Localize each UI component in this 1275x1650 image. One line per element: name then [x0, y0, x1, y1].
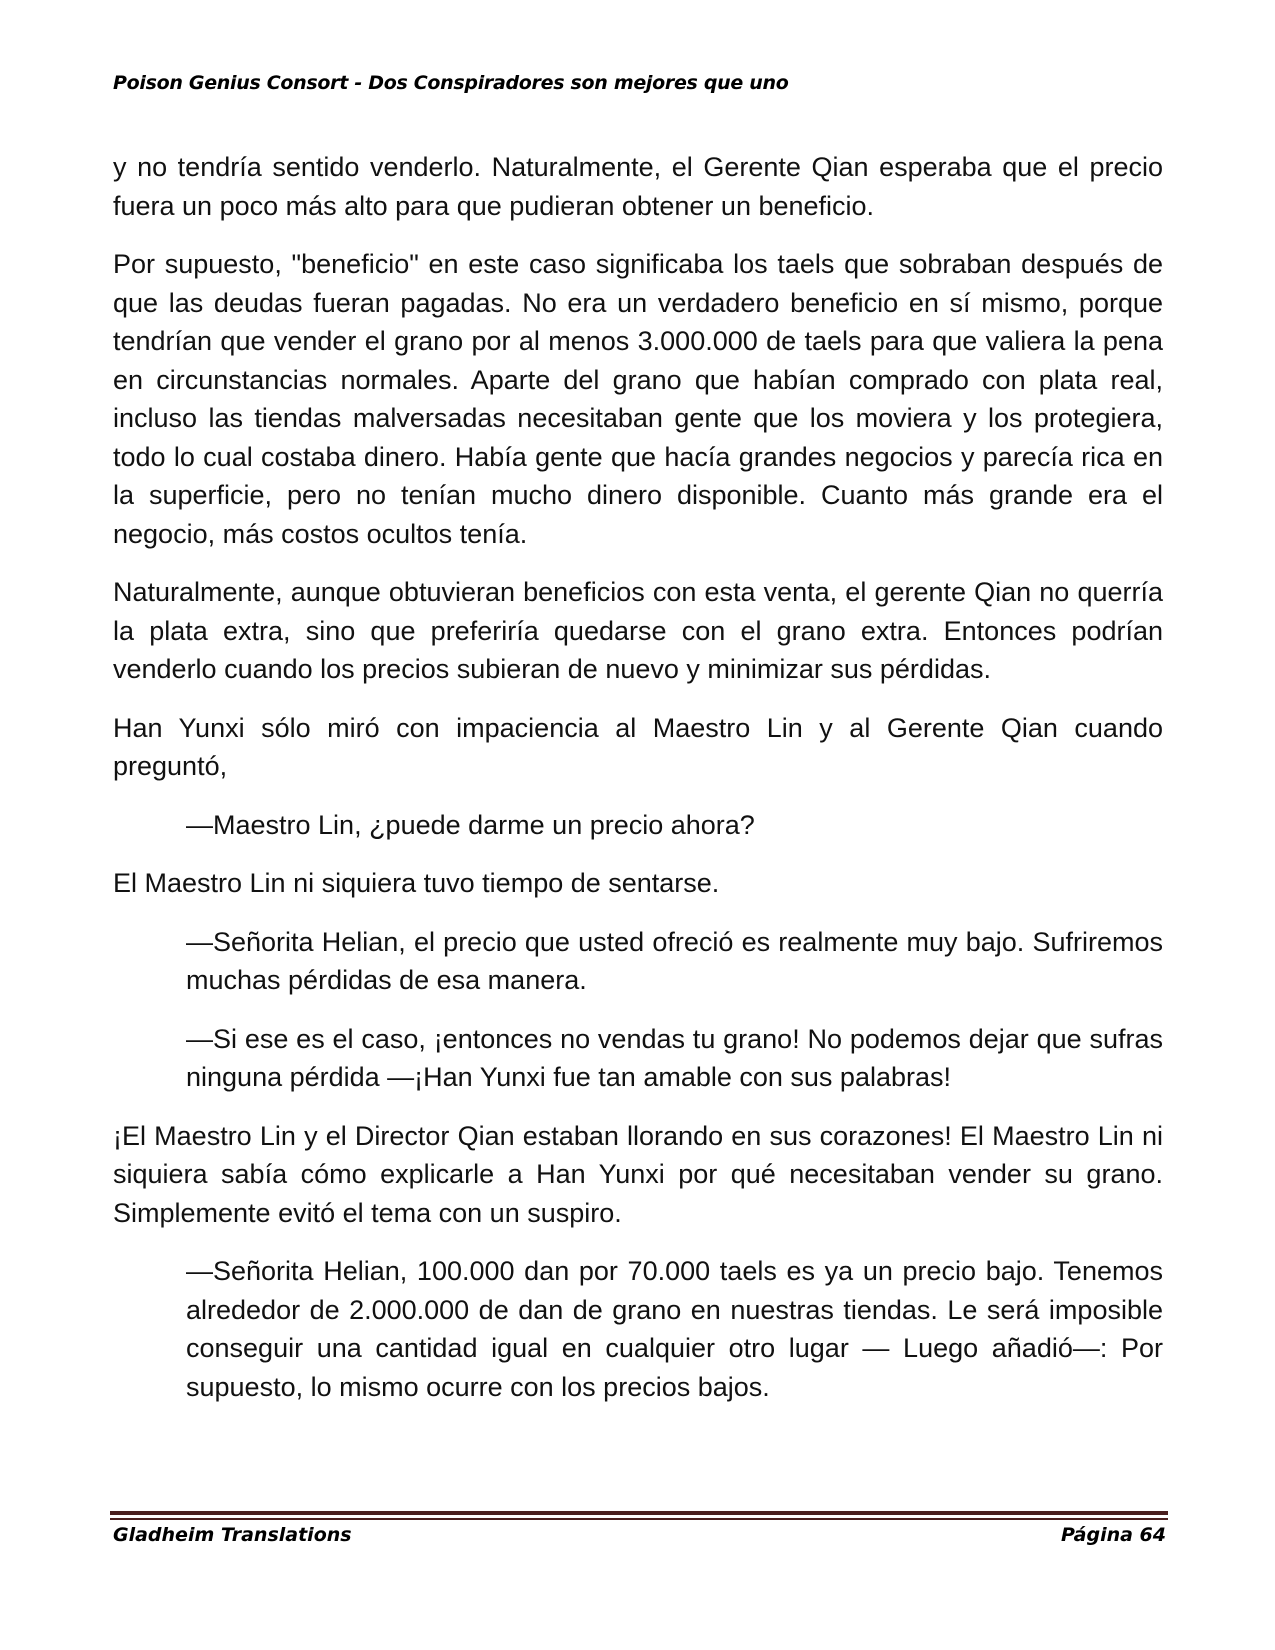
- footer-divider: [110, 1511, 1168, 1515]
- paragraph: y no tendría sentido venderlo. Naturalmente, el Gerente Qian esperaba que el precio fuera un poco más alto para que pudieran obtener un beneficio.: [113, 152, 1163, 221]
- paragraph: ¡El Maestro Lin y el Director Qian estaban llorando en sus corazones! El Maestro Lin ni siquiera sabía cómo explicarle a Han Yunxi por qué necesitaban vender su grano. Simplemente evitó el tema con un suspiro.: [113, 1120, 1163, 1228]
- page-header-title: Poison Genius Consort - Dos Conspiradores son mejores que uno: [113, 72, 789, 94]
- dialogue-paragraph: —Señorita Helian, 100.000 dan por 70.000 taels es ya un precio bajo. Tenemos alrededor de 2.000.000 de dan de grano en nuestras tiendas. Le será imposible conseguir una cantidad igual en cualquier otro lugar — Luego añadió—: Por supuesto, lo mismo ocurre con los precios bajos.: [186, 1256, 1163, 1402]
- dialogue-paragraph: —Maestro Lin, ¿puede darme un precio ahora?: [186, 809, 755, 840]
- footer-page-number: Página 64: [1060, 1524, 1166, 1546]
- dialogue-paragraph: —Si ese es el caso, ¡entonces no vendas tu grano! No podemos dejar que sufras ninguna pérdida —¡Han Yunxi fue tan amable con sus palabras!: [186, 1023, 1163, 1092]
- paragraph: Naturalmente, aunque obtuvieran beneficios con esta venta, el gerente Qian no querría la plata extra, sino que preferiría quedarse con el grano extra. Entonces podrían venderlo cuando los precios subieran de nuevo y minimizar sus pérdidas.: [113, 577, 1163, 684]
- body-text: [113, 148, 1163, 1426]
- dialogue-paragraph: —Señorita Helian, el precio que usted ofreció es realmente muy bajo. Sufriremos muchas pérdidas de esa manera.: [186, 926, 1163, 995]
- footer-publisher: Gladheim Translations: [113, 1524, 352, 1546]
- footer-divider-thin: [110, 1518, 1168, 1520]
- paragraph: Han Yunxi sólo miró con impaciencia al Maestro Lin y al Gerente Qian cuando preguntó,: [113, 712, 1163, 781]
- paragraph: Por supuesto, "beneficio" en este caso significaba los taels que sobraban después de que las deudas fueran pagadas. No era un verdadero beneficio en sí mismo, porque tendrían que vender el grano por al menos 3.000.000 de taels para que valiera la pena en circunstancias normales. Aparte del grano que habían comprado con plata real, incluso las tiendas malversadas necesitaban gente que los moviera y los protegiera, todo lo cual costaba dinero. Había gente que hacía grandes negocios y parecía rica en la superficie, pero no tenían mucho dinero disponible. Cuanto más grande era el negocio, más costos ocultos tenía.: [113, 249, 1163, 549]
- paragraph: El Maestro Lin ni siquiera tuvo tiempo de sentarse.: [113, 868, 720, 898]
